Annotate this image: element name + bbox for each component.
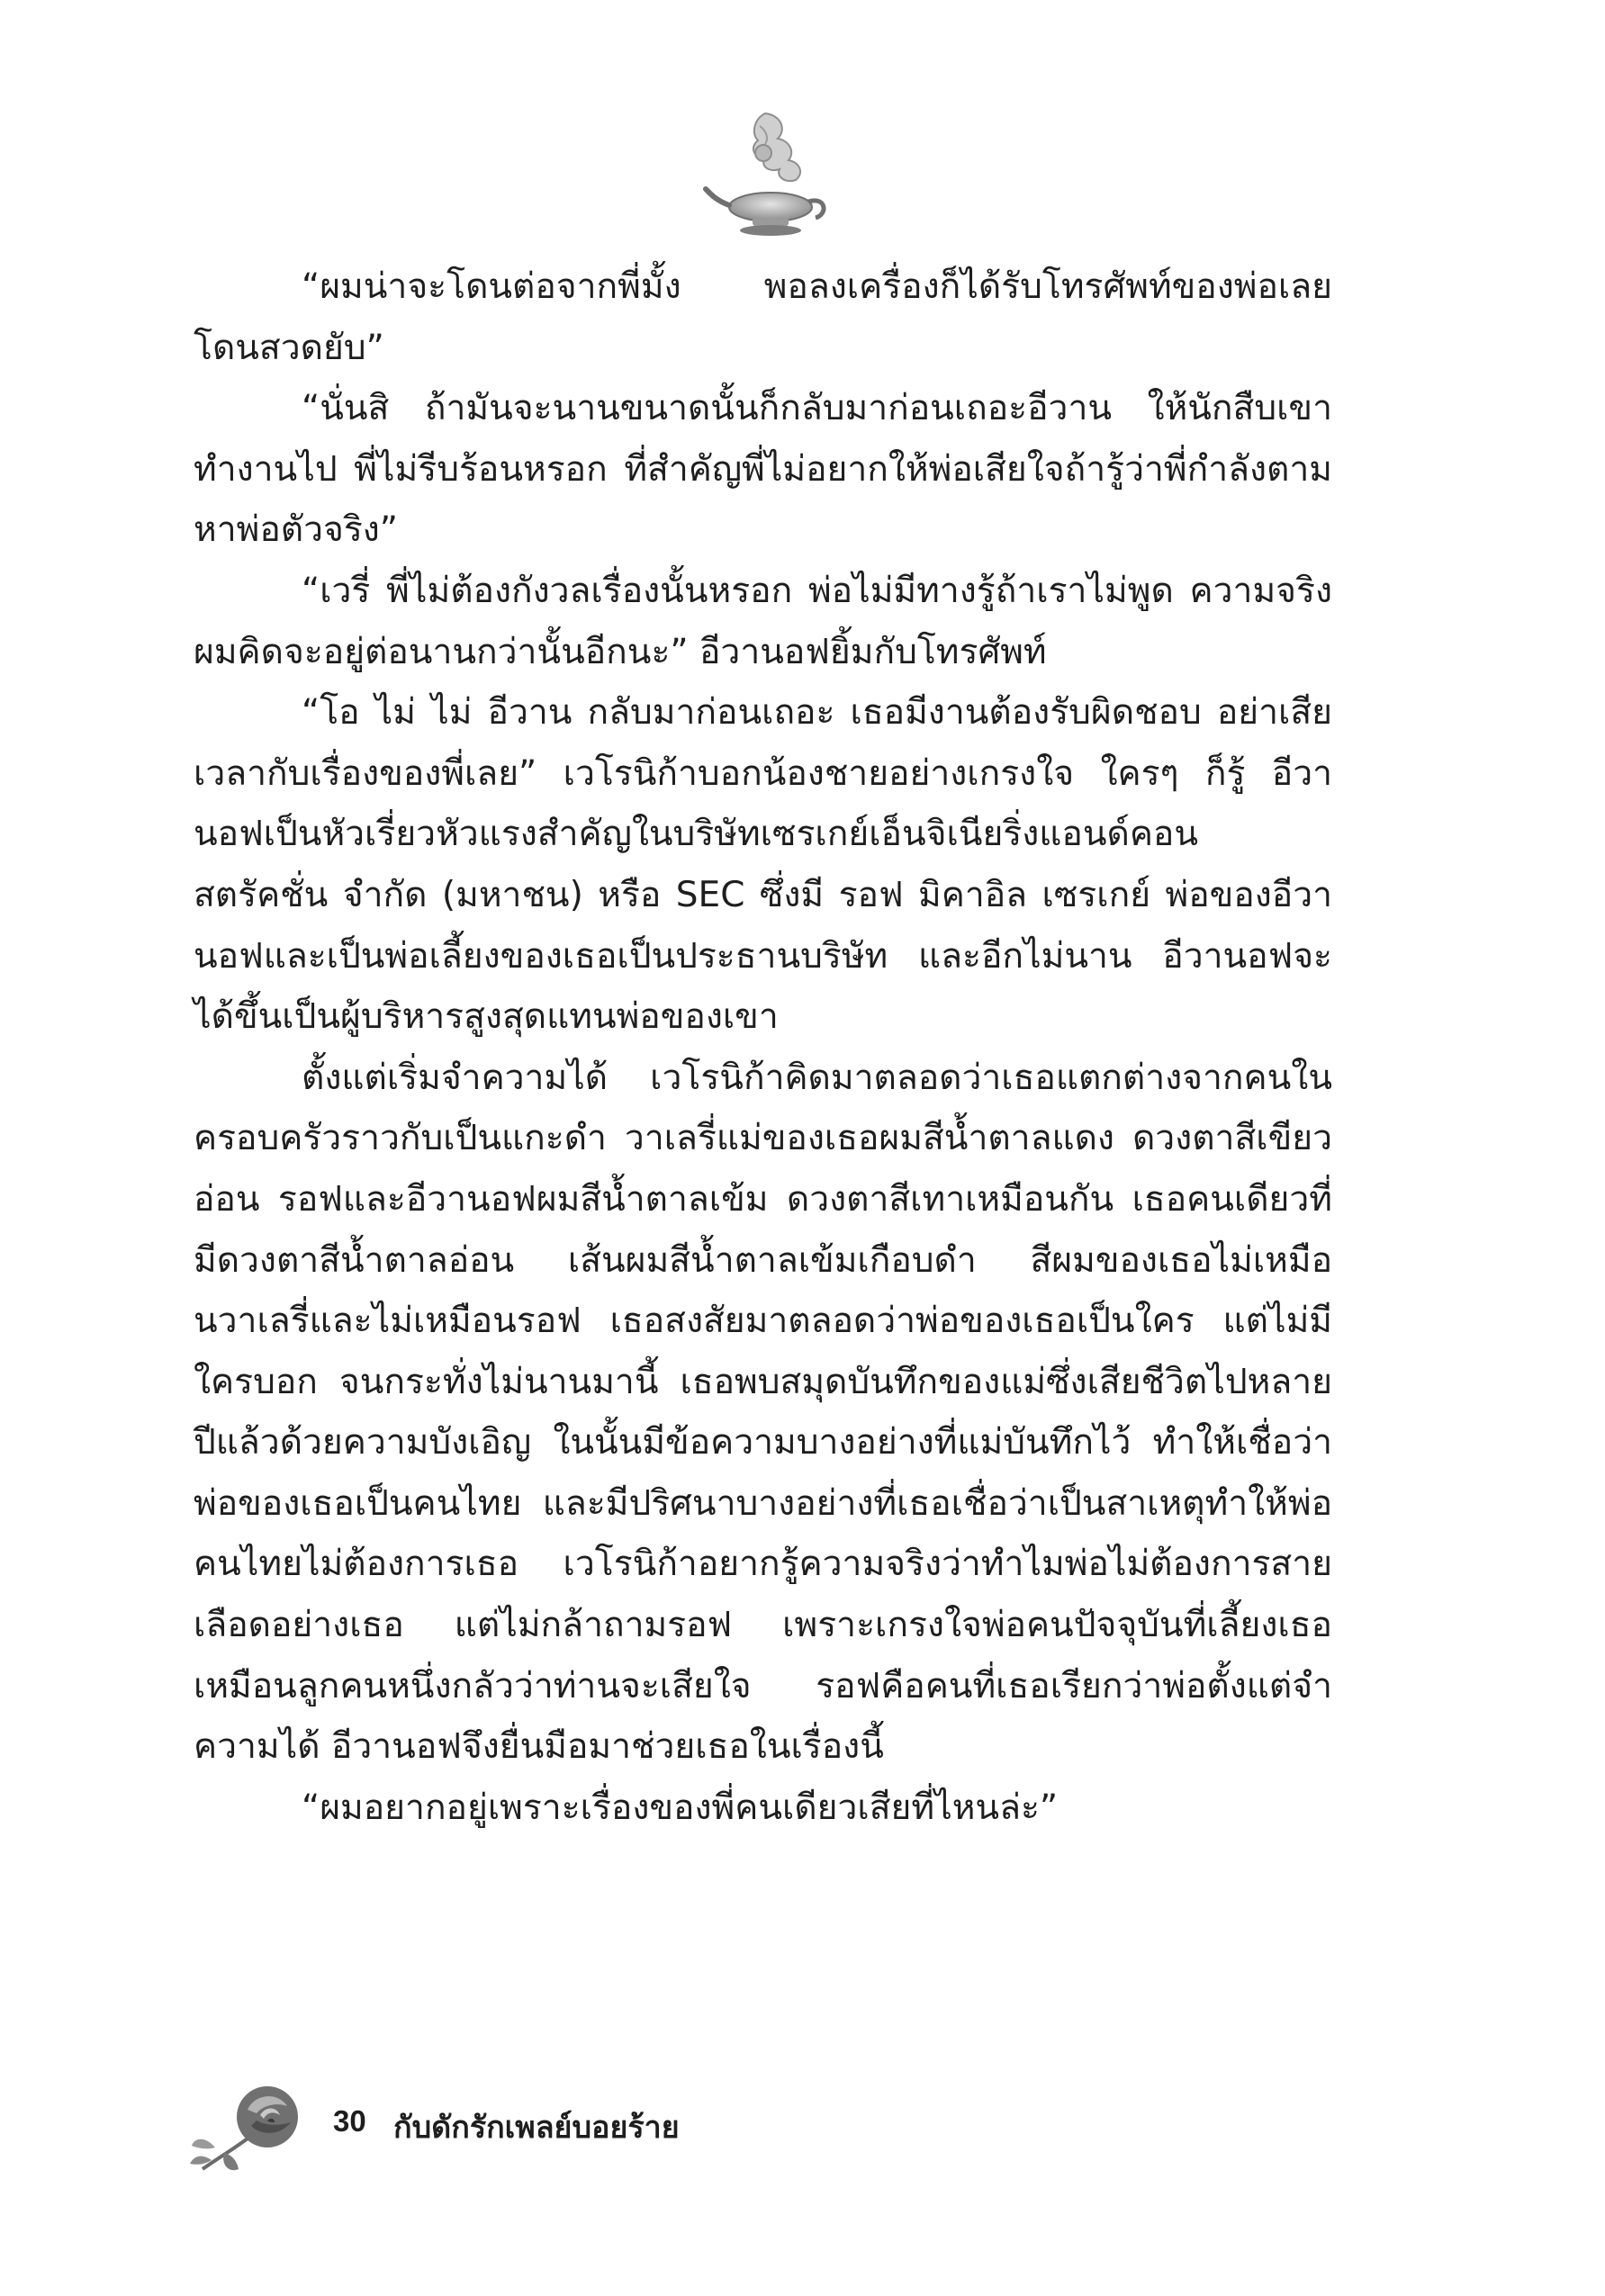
page-footer (185, 2070, 815, 2178)
paragraph: “ผมน่าจะโดนต่อจากพี่มั้ง พอลงเครื่องก็ได้รับโทรศัพท์ของพ่อเลย โดนสวดยับ” (194, 266, 1332, 368)
genie-lamp-icon (702, 106, 837, 241)
paragraph: “ผมอยากอยู่เพราะเรื่องของพี่คนเดียวเสียที่ไหนล่ะ” (302, 1787, 1059, 1828)
book-title: กับดักรักเพลย์บอยร้าย (393, 2110, 680, 2146)
rose-icon (185, 2070, 320, 2178)
paragraph: “โอ ไม่ ไม่ อีวาน กลับมาก่อนเถอะ เธอมีงานต้องรับผิดชอบ อย่าเสียเวลากับเรื่องของพี่เลย” เวโรนิก้าบอกน้องชายอย่างเกรงใจ ใครๆ ก็รู้ อีวานอฟเป็นหัวเรี่ยวหัวแรงสำคัญในบริษัทเซรเกย์เอ็นจิเนียริ่งแอนด์คอนสตรัคชั่น จำกัด (มหาชน) หรือ SEC ซึ่งมี รอฟ มิคาอิล เซรเกย์ พ่อของอีวานอฟและเป็นพ่อเลี้ยงของเธอเป็นประธานบริษัท และอีกไม่นาน อีวานอฟจะได้ขึ้นเป็นผู้บริหารสูงสุดแทนพ่อของเขา (194, 692, 1332, 1038)
paragraph: ตั้งแต่เริ่มจำความได้ เวโรนิก้าคิดมาตลอดว่าเธอแตกต่างจากคนในครอบครัวราวกับเป็นแกะดำ วาเลรี่แม่ของเธอผมสีน้ำตาลแดง ดวงตาสีเขียวอ่อน รอฟและอีวานอฟผมสีน้ำตาลเข้ม ดวงตาสีเทาเหมือนกัน เธอคนเดียวที่มีดวงตาสีน้ำตาลอ่อน เส้นผมสีน้ำตาลเข้มเกือบดำ สีผมของเธอไม่เหมือนวาเลรี่และไม่เหมือนรอฟ เธอสงสัยมาตลอดว่าพ่อของเธอเป็นใคร แต่ไม่มีใครบอก จนกระทั่งไม่นานมานี้ เธอพบสมุดบันทึกของแม่ซึ่งเสียชีวิตไปหลายปีแล้วด้วยความบังเอิญ ในนั้นมีข้อความบางอย่างที่แม่บันทึกไว้ ทำให้เชื่อว่าพ่อของเธอเป็นคนไทย และมีปริศนาบางอย่างที่เธอเชื่อว่าเป็นสาเหตุทำให้พ่อคนไทยไม่ต้องการเธอ เวโรนิก้าอยากรู้ความจริงว่าทำไมพ่อไม่ต้องการสายเลือดอย่างเธอ แต่ไม่กล้าถามรอฟ เพราะเกรงใจพ่อคนปัจจุบันที่เลี้ยงเธอเหมือนลูกคนหนึ่งกลัวว่าท่านจะเสียใจ รอฟคือคนที่เธอเรียกว่าพ่อตั้งแต่จำความได้ อีวานอฟจึงยื่นมือมาช่วยเธอในเรื่องนี้ (194, 1057, 1332, 1768)
paragraph: “นั่นสิ ถ้ามันจะนานขนาดนั้นก็กลับมาก่อนเถอะอีวาน ให้นักสืบเขาทำงานไป พี่ไม่รีบร้อนหรอก ที่สำคัญพี่ไม่อยากให้พ่อเสียใจถ้ารู้ว่าพี่กำลังตามหาพ่อตัวจริง” (194, 388, 1332, 551)
story-text (194, 257, 1332, 1838)
page-number: 30 (333, 2104, 366, 2138)
paragraph: “เวรี่ พี่ไม่ต้องกังวลเรื่องนั้นหรอก พ่อไม่มีทางรู้ถ้าเราไม่พูด ความจริงผมคิดจะอยู่ต่อนานกว่านั้นอีกนะ” อีวานอฟยิ้มกับโทรศัพท์ (194, 570, 1332, 672)
